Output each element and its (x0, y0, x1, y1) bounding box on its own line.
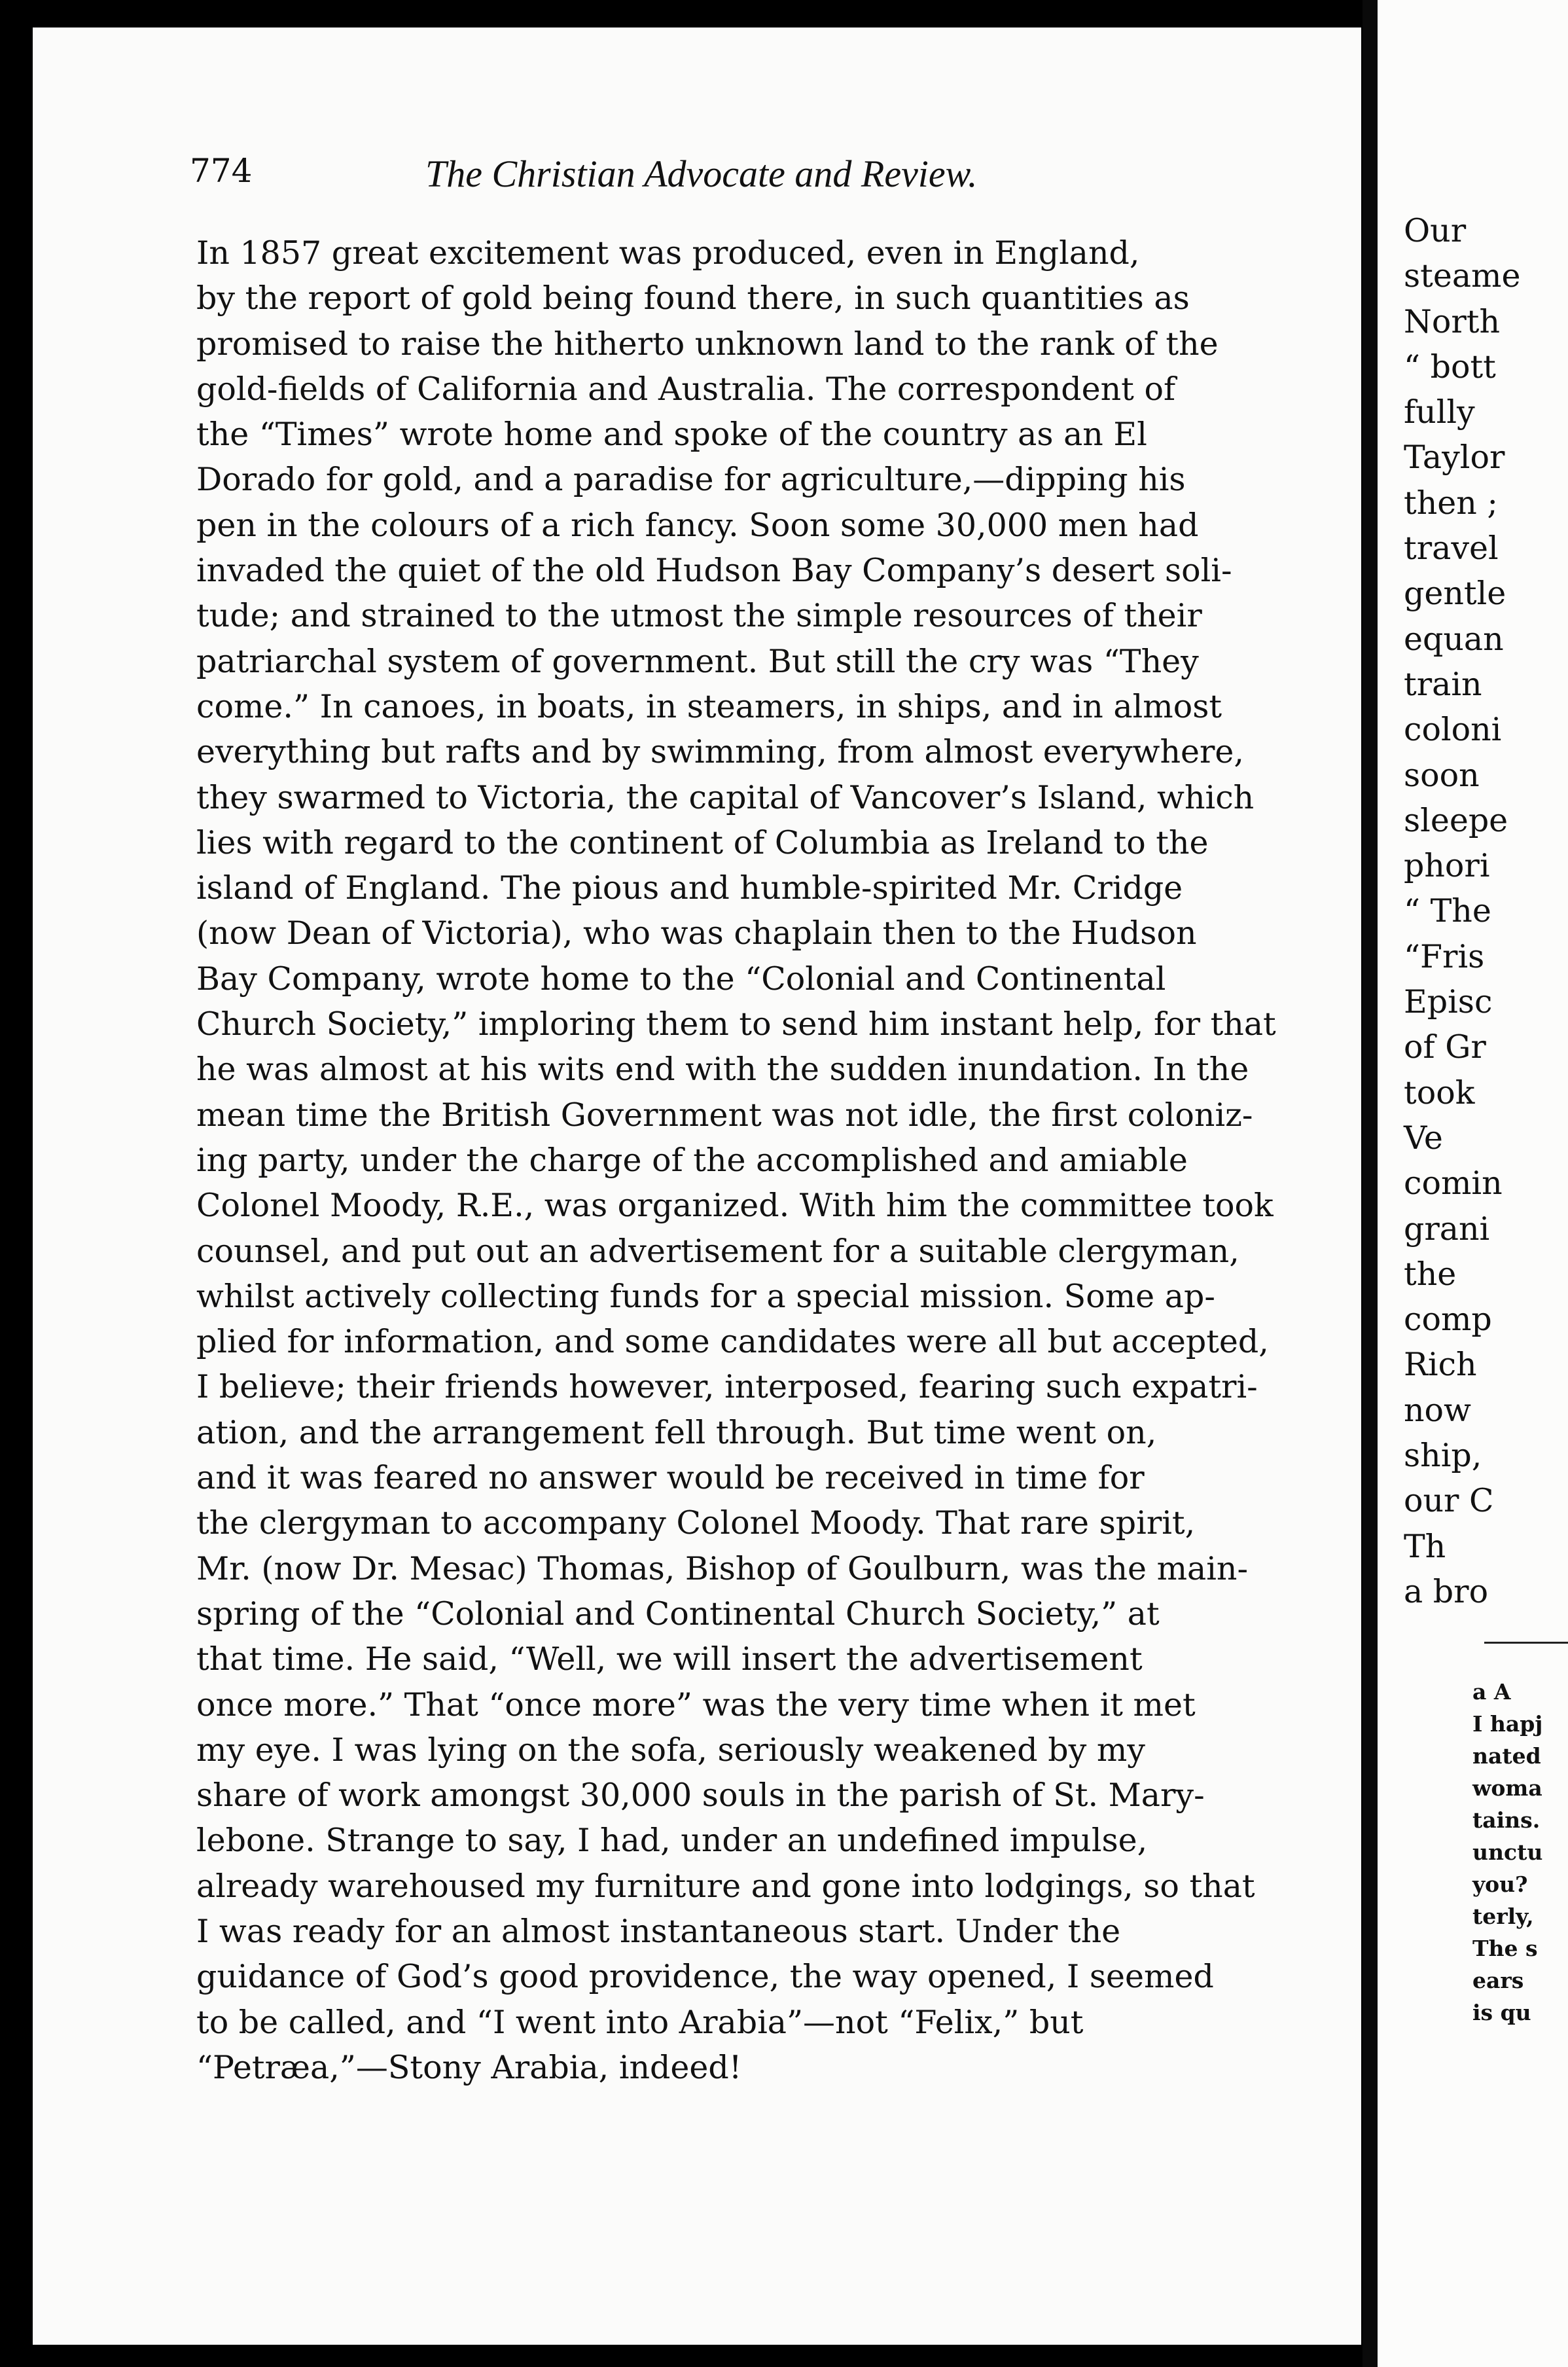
text-line: our C (1404, 1482, 1494, 1520)
text-line: Episc (1404, 983, 1493, 1021)
footnote-line: nated (1472, 1743, 1541, 1769)
text-line: whilst actively collecting funds for a special mission. Some ap- (196, 1277, 1215, 1315)
text-line: sleepe (1404, 801, 1508, 839)
text-line: gentle (1404, 575, 1506, 613)
text-line: counsel, and put out an advertisement for a suitable clergyman, (196, 1232, 1239, 1270)
footnote-line: ears (1472, 1968, 1524, 1993)
text-line: island of England. The pious and humble-spirited Mr. Cridge (196, 869, 1183, 907)
text-line: ing party, under the charge of the accomplished and amiable (196, 1141, 1188, 1179)
text-line: gold-fields of California and Australia. The correspondent of (196, 370, 1176, 408)
text-line: fully (1404, 393, 1475, 431)
text-line: spring of the “Colonial and Continental Church Society,” at (196, 1595, 1160, 1633)
footnote-line: The s (1472, 1936, 1538, 1961)
text-line: Dorado for gold, and a paradise for agriculture,—dipping his (196, 461, 1186, 499)
footnote-line: unctu (1472, 1839, 1543, 1865)
text-line: invaded the quiet of the old Hudson Bay Company’s desert soli- (196, 552, 1232, 590)
footnote-line: woma (1472, 1775, 1542, 1801)
footnote-line: terly, (1472, 1904, 1534, 1929)
footnote-line: you? (1472, 1871, 1528, 1897)
text-line: my eye. I was lying on the sofa, seriously weakened by my (196, 1731, 1145, 1769)
footnote-line: I hapj (1472, 1711, 1543, 1737)
text-line: North (1404, 302, 1501, 340)
footnote-text (1472, 1676, 1568, 2029)
text-line: that time. He said, “Well, we will insert the advertisement (196, 1640, 1143, 1678)
text-line: “Fris (1404, 937, 1485, 975)
text-line: lies with regard to the continent of Columbia as Ireland to the (196, 823, 1209, 861)
text-line: guidance of God’s good providence, the way opened, I seemed (196, 1958, 1214, 1996)
text-line: phori (1404, 847, 1490, 885)
footnote-rule (1484, 1642, 1568, 1644)
text-line: “ bott (1404, 348, 1496, 386)
running-title: The Christian Advocate and Review. (425, 153, 978, 195)
text-line: I believe; their friends however, interposed, fearing such expatri- (196, 1368, 1258, 1406)
text-line: lebone. Strange to say, I had, under an undefined impulse, (196, 1822, 1148, 1860)
text-line: Colonel Moody, R.E., was organized. With him the committee took (196, 1187, 1274, 1225)
text-line: grani (1404, 1210, 1490, 1248)
text-line: once more.” That “once more” was the very time when it met (196, 1686, 1196, 1724)
text-line: “Petræa,”—Stony Arabia, indeed! (196, 2048, 742, 2086)
text-line: ship, (1404, 1437, 1482, 1475)
text-line: comin (1404, 1165, 1503, 1202)
footnote-line: a A (1472, 1679, 1511, 1705)
text-line: the (1404, 1255, 1457, 1293)
text-line: already warehoused my furniture and gone into lodgings, so that (196, 1867, 1255, 1905)
text-line: he was almost at his wits end with the sudden inundation. In the (196, 1051, 1249, 1089)
text-line: everything but rafts and by swimming, from almost everywhere, (196, 733, 1244, 771)
text-line: soon (1404, 756, 1480, 794)
text-line: to be called, and “I went into Arabia”—not “Felix,” but (196, 2003, 1084, 2041)
text-line: the “Times” wrote home and spoke of the country as an El (196, 416, 1147, 454)
text-line: I was ready for an almost instantaneous start. Under the (196, 1912, 1121, 1950)
footnote-line: is qu (1472, 2000, 1531, 2025)
text-line: Mr. (now Dr. Mesac) Thomas, Bishop of Goulburn, was the main- (196, 1549, 1249, 1587)
text-line: now (1404, 1391, 1472, 1429)
book-gutter (1363, 0, 1378, 2367)
text-line: ation, and the arrangement fell through. But time went on, (196, 1413, 1157, 1451)
text-line: they swarmed to Victoria, the capital of Vancover’s Island, which (196, 778, 1255, 816)
text-line: (now Dean of Victoria), who was chaplain then to the Hudson (196, 914, 1197, 952)
text-line: “ The (1404, 892, 1491, 930)
text-line: comp (1404, 1301, 1492, 1339)
body-text (196, 230, 1283, 2090)
text-line: the clergyman to accompany Colonel Moody. That rare spirit, (196, 1504, 1196, 1542)
text-line: Rich (1404, 1346, 1477, 1384)
text-line: In 1857 great excitement was produced, even in England, (196, 234, 1140, 272)
text-line: and it was feared no answer would be received in time for (196, 1459, 1145, 1497)
page-number: 774 (190, 152, 253, 190)
text-line: Taylor (1404, 439, 1505, 477)
text-line: took (1404, 1074, 1475, 1111)
text-line: tude; and strained to the utmost the simple resources of their (196, 597, 1202, 635)
text-line: Bay Company, wrote home to the “Colonial and Continental (196, 960, 1166, 998)
text-line: of Gr (1404, 1028, 1486, 1066)
text-line: plied for information, and some candidates were all but accepted, (196, 1323, 1269, 1361)
text-line: Church Society,” imploring them to send him instant help, for that (196, 1005, 1276, 1043)
text-line: come.” In canoes, in boats, in steamers, in ships, and in almost (196, 687, 1222, 725)
text-line: patriarchal system of government. But still the cry was “They (196, 642, 1199, 680)
text-line: by the report of gold being found there, in such quantities as (196, 280, 1190, 317)
text-line: Ve (1404, 1119, 1443, 1157)
text-line: equan (1404, 620, 1504, 658)
text-line: promised to raise the hitherto unknown land to the rank of the (196, 325, 1219, 363)
footnote-line: tains. (1472, 1807, 1541, 1833)
text-line: steame (1404, 257, 1521, 295)
text-line: pen in the colours of a rich fancy. Soon some 30,000 men had (196, 506, 1199, 544)
text-line: Th (1404, 1527, 1446, 1565)
text-line: travel (1404, 530, 1499, 568)
text-line: Our (1404, 212, 1467, 249)
text-line: then ; (1404, 484, 1498, 522)
text-line: mean time the British Government was not idle, the first coloniz- (196, 1096, 1253, 1134)
right-page-text (1404, 208, 1568, 1614)
text-line: coloni (1404, 711, 1502, 749)
text-line: train (1404, 665, 1482, 703)
page-header (190, 152, 1041, 211)
text-line: share of work amongst 30,000 souls in the parish of St. Mary- (196, 1777, 1205, 1815)
text-line: a bro (1404, 1572, 1489, 1610)
